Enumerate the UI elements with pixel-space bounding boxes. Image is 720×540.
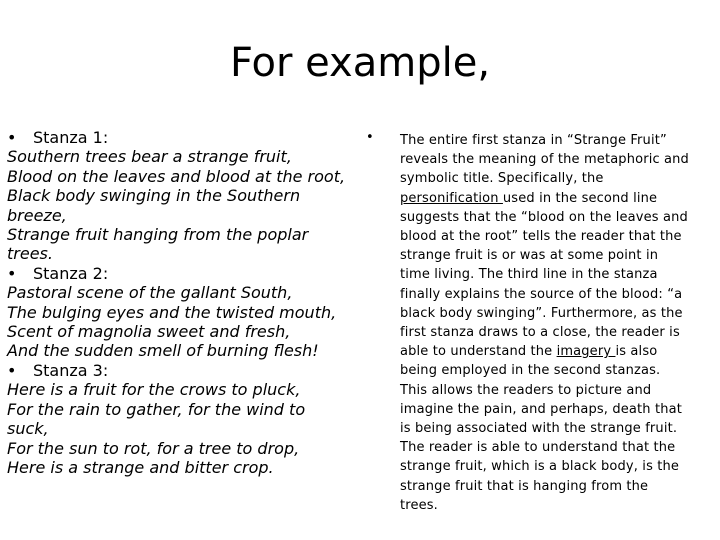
stanza-heading — [7, 264, 359, 283]
stanza-heading — [7, 128, 359, 147]
stanza-heading-label: Stanza 2: — [33, 263, 109, 283]
stanza-heading-label: Stanza 3: — [33, 360, 109, 380]
analysis-text: used in the second line suggests that the “blood on the leaves and blood at the root” tells the reader that the strange fruit is or was at some point in time living. The third line in the stanza finally explains the source of the blood: “a black body swinging”. Furthermore, as the first stanza draws to a close, the reader is able to understand the — [400, 190, 688, 360]
stanza-heading-label: Stanza 1: — [33, 128, 109, 147]
stanza-3 — [7, 361, 359, 477]
bullet-icon: • — [7, 263, 17, 283]
stanza-verse — [7, 380, 359, 477]
bullet-icon: • — [366, 130, 374, 145]
stanza-verse — [7, 147, 359, 263]
verse-line: Strange fruit hanging from the poplar — [7, 225, 309, 245]
verse-line: Here is a strange and bitter crop. — [7, 457, 274, 477]
verse-line: Southern trees bear a strange fruit, — [7, 147, 292, 167]
verse-line: suck, — [7, 419, 49, 439]
stanza-verse — [7, 283, 359, 361]
verse-line: Black body swinging in the Southern — [7, 186, 301, 206]
stanzas-column — [7, 128, 359, 477]
stanza-1 — [7, 128, 359, 264]
slide-title: For example, — [229, 40, 491, 86]
term-imagery: imagery — [556, 344, 616, 360]
analysis-paragraph — [400, 131, 690, 515]
analysis-text: The entire first stanza in “Strange Fruit” reveals the meaning of the metaphoric and symbolic title. Specifically, the — [400, 133, 689, 187]
verse-line: And the sudden smell of burning flesh! — [7, 341, 319, 361]
verse-line: For the rain to gather, for the wind to — [7, 399, 306, 419]
bullet-icon: • — [7, 128, 17, 147]
bullet-icon: • — [7, 360, 17, 380]
verse-line: breeze, — [7, 205, 67, 225]
verse-line: Blood on the leaves and blood at the root, — [7, 166, 346, 186]
verse-line: trees. — [7, 244, 53, 264]
verse-line: The bulging eyes and the twisted mouth, — [7, 302, 337, 322]
term-personification: personification — [400, 190, 503, 206]
verse-line: For the sun to rot, for a tree to drop, — [7, 438, 300, 458]
verse-line: Scent of magnolia sweet and fresh, — [7, 322, 291, 342]
stanza-heading — [7, 361, 359, 380]
analysis-text: is also being employed in the second stanzas. This allows the readers to picture and imagine the pain, and perhaps, death that is being associated with the strange fruit. The reader is able to understand that the strange fruit, which is a black body, is the strange fruit that is hanging from the trees. — [400, 344, 682, 513]
verse-line: Here is a fruit for the crows to pluck, — [7, 380, 301, 400]
verse-line: Pastoral scene of the gallant South, — [7, 283, 293, 303]
stanza-2 — [7, 264, 359, 361]
